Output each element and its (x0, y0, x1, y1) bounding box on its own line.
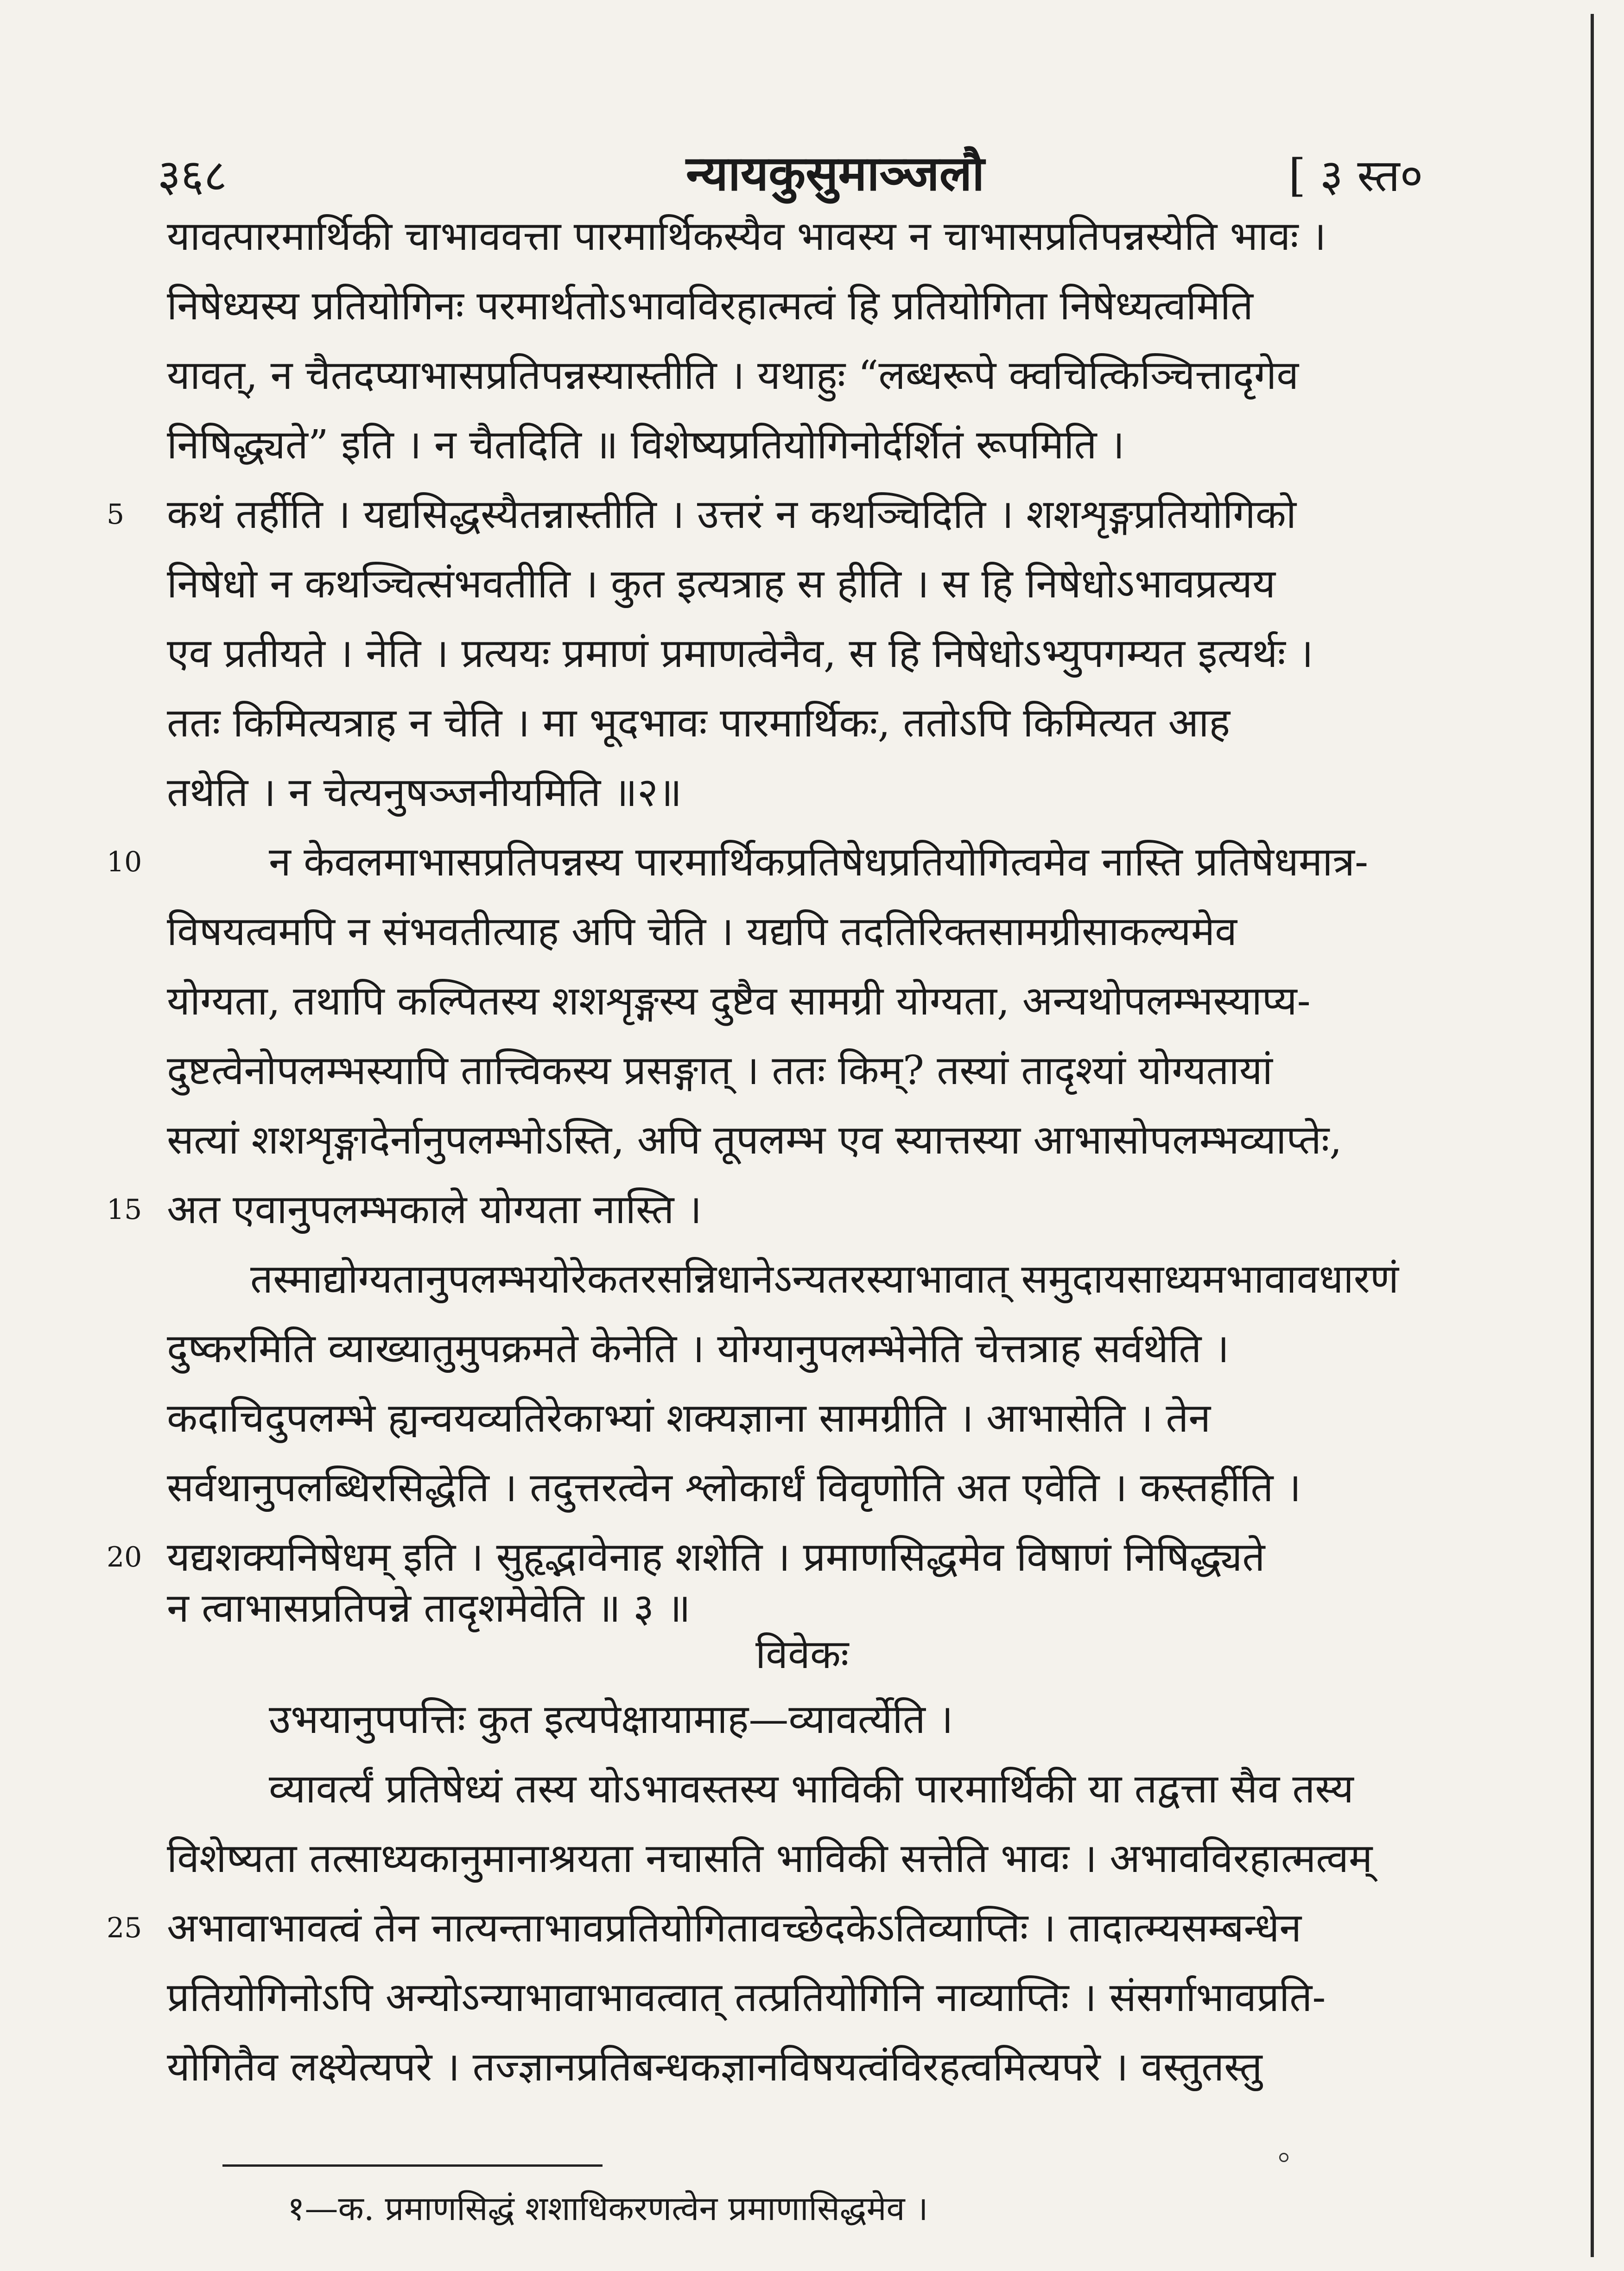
line-number: 20 (107, 1541, 142, 1573)
text-line: तस्माद्योग्यतानुपलम्भयोरेकतरसन्निधानेऽन्यतरस्याभावात् समुदायसाध्यमभावावधारणं (250, 1256, 1399, 1302)
footnote: १—क. प्रमाणसिद्धं शशाधिकरणत्वेन प्रमाणासिद्धमेव । (287, 2189, 928, 2228)
text-line: तथेति । न चेत्यनुषञ्जनीयमिति ॥२॥ (167, 769, 682, 816)
text-line: ततः किमित्यत्राह न चेति । मा भूदभावः पारमार्थिकः, ततोऽपि किमित्यत आह (167, 700, 1231, 746)
text-line: योगितैव लक्ष्येत्यपरे । तज्ज्ञानप्रतिबन्धकज्ञानविषयत्वंविरहत्वमित्यपरे । वस्तुतस्तु (167, 2044, 1262, 2090)
text-line: निषेध्यस्य प्रतियोगिनः परमार्थतोऽभावविरहात्मत्वं हि प्रतियोगिता निषेध्यत्वमिति (167, 283, 1254, 329)
text-line: कदाचिदुपलम्भे ह्यन्वयव्यतिरेकाभ्यां शक्यज्ञाना सामग्रीति । आभासेति । तेन (167, 1395, 1211, 1441)
ink-speck (1279, 2153, 1288, 2162)
text-line: न केवलमाभासप्रतिपन्नस्य पारमार्थिकप्रतिषेधप्रतियोगित्वमेव नास्ति प्रतिषेधमात्र- (269, 839, 1369, 885)
section-heading-vivek: विवेकः (755, 1631, 849, 1678)
text-line: यावत्, न चैतदप्याभासप्रतिपन्नस्यास्तीति । यथाहुः “लब्धरूपे क्वचित्किञ्चित्तादृगेव (167, 352, 1299, 399)
text-line: दुष्टत्वेनोपलम्भस्यापि तात्त्विकस्य प्रसङ्गात् । ततः किम्? तस्यां तादृश्यां योग्यतायां (167, 1047, 1273, 1094)
line-number: 5 (107, 498, 125, 531)
text-line: योग्यता, तथापि कल्पितस्य शशशृङ्गस्य दुष्टैव सामग्री योग्यता, अन्यथोपलम्भस्याप्य- (167, 978, 1311, 1024)
running-title: न्यायकुसुमाञ्जलौ (686, 145, 985, 202)
page-edge (1591, 14, 1599, 2257)
text-line: विषयत्वमपि न संभवतीत्याह अपि चेति । यद्यपि तदतिरिक्तसामग्रीसाकल्यमेव (167, 908, 1237, 955)
line-number: 15 (107, 1193, 142, 1226)
line-number: 10 (107, 846, 142, 878)
text-line: यावत्पारमार्थिकी चाभाववत्ता पारमार्थिकस्यैव भावस्य न चाभासप्रतिपन्नस्येति भावः । (167, 213, 1326, 260)
page-number: ३६८ (158, 150, 227, 202)
text-line: दुष्करमिति व्याख्यातुमुपक्रमते केनेति । योग्यानुपलम्भेनेति चेत्तत्राह सर्वथेति । (167, 1326, 1230, 1372)
text-line: अभावाभावत्वं तेन नात्यन्ताभावप्रतियोगितावच्छेदकेऽतिव्याप्तिः । तादात्म्यसम्बन्धेन (167, 1905, 1302, 1951)
text-line: न त्वाभासप्रतिपन्ने तादृशमेवेति ॥ ३ ॥ (167, 1585, 691, 1631)
text-line: विशेष्यता तत्साध्यकानुमानाश्रयता नचासति भाविकी सत्तेति भावः । अभावविरहात्मत्वम् (167, 1835, 1373, 1882)
text-line: यद्यशक्यनिषेधम् इति । सुहृद्भावेनाह शशेति । प्रमाणसिद्धमेव विषाणं निषिद्ध्यते (167, 1534, 1265, 1580)
line-number: 25 (107, 1912, 142, 1944)
footnote-rule (222, 2164, 603, 2167)
text-line: निषेधो न कथञ्चित्संभवतीति । कुत इत्यत्राह स हीति । स हि निषेधोऽभावप्रत्यय (167, 561, 1276, 607)
text-line: उभयानुपपत्तिः कुत इत्यपेक्षायामाह—व्यावर्त्येति । (269, 1696, 953, 1743)
text-line: सत्यां शशशृङ्गादेर्नानुपलम्भोऽस्ति, अपि तूपलम्भ एव स्यात्तस्या आभासोपलम्भव्याप्तेः, (167, 1117, 1342, 1163)
text-line: एव प्रतीयते । नेति । प्रत्ययः प्रमाणं प्रमाणत्वेनैव, स हि निषेधोऽभ्युपगम्यत इत्यर्थः । (167, 630, 1313, 677)
text-line: निषिद्ध्यते” इति । न चैतदिति ॥ विशेष्यप्रतियोगिनोर्दर्शितं रूपमिति । (167, 422, 1125, 468)
text-line: प्रतियोगिनोऽपि अन्योऽन्याभावाभावत्वात् तत्प्रतियोगिनि नाव्याप्तिः । संसर्गाभावप्रति- (167, 1974, 1326, 2021)
text-line: व्यावर्त्यं प्रतिषेध्यं तस्य योऽभावस्तस्य भाविकी पारमार्थिकी या तद्वत्ता सैव तस्य (269, 1766, 1354, 1812)
text-line: कथं तर्हीति । यद्यसिद्धस्यैतन्नास्तीति । उत्तरं न कथञ्चिदिति । शशशृङ्गप्रतियोगिको (167, 491, 1297, 538)
page-header (0, 134, 1624, 202)
text-line: सर्वथानुपलब्धिरसिद्धेति । तदुत्तरत्वेन श्लोकार्धं विवृणोति अत एवेति । कस्तर्हीति । (167, 1465, 1301, 1511)
chapter-mark: [ ३ स्त० (1288, 150, 1423, 202)
text-line: अत एवानुपलम्भकाले योग्यता नास्ति । (167, 1186, 702, 1233)
